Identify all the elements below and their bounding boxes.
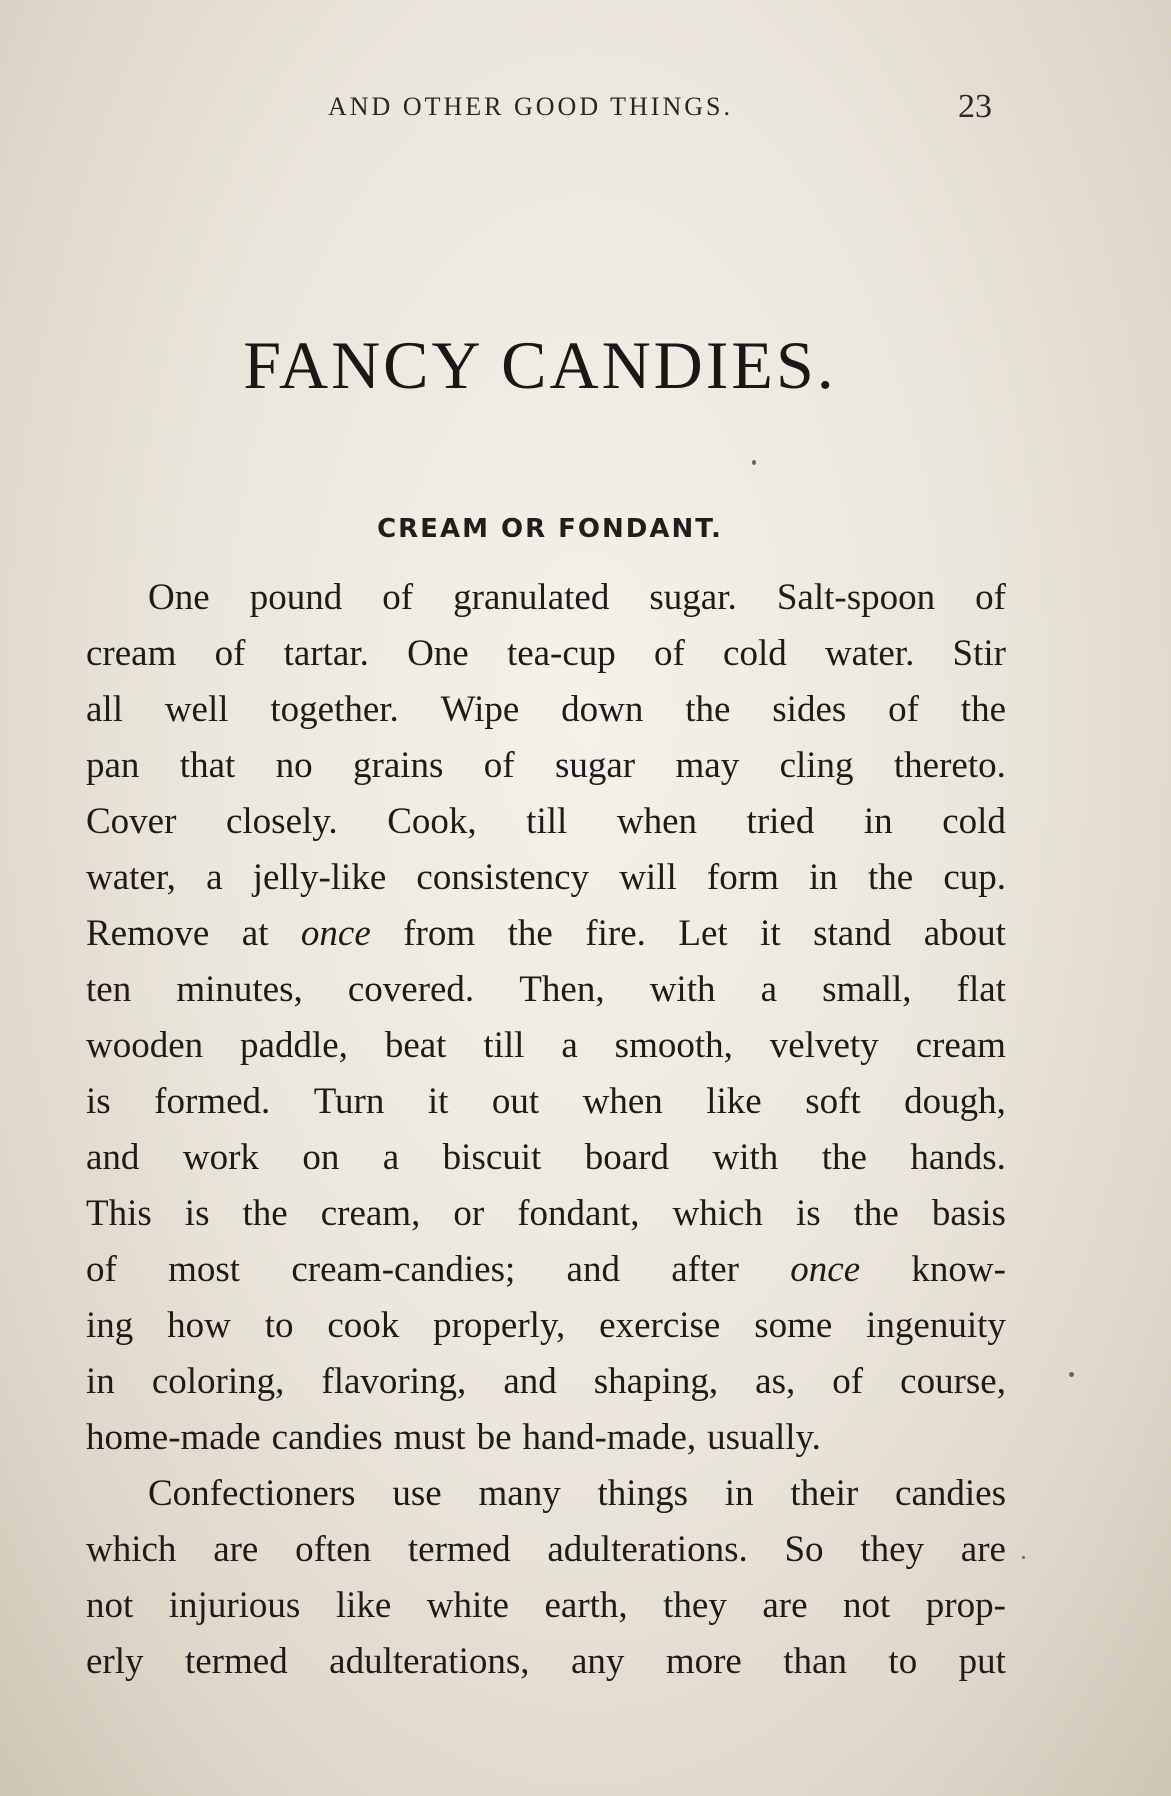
word: ten <box>86 969 132 1010</box>
word: may <box>675 745 740 786</box>
word: which <box>86 1529 177 1570</box>
word: injurious <box>168 1585 301 1626</box>
word: Remove <box>86 913 210 954</box>
word: and <box>86 1137 140 1178</box>
word: out <box>491 1081 540 1122</box>
word: is <box>86 1081 111 1122</box>
word: of <box>975 577 1006 618</box>
word: of <box>86 1249 117 1290</box>
word: many <box>478 1473 561 1514</box>
word: more <box>665 1641 742 1682</box>
word: water, <box>86 857 176 898</box>
word: wooden <box>86 1025 204 1066</box>
word: cream-candies; <box>291 1249 516 1290</box>
running-head <box>0 88 1171 128</box>
word: about <box>923 913 1006 954</box>
word: hand-made, <box>522 1417 697 1458</box>
word: pan <box>86 745 140 786</box>
word: the <box>242 1193 288 1234</box>
word: Cook, <box>387 801 477 842</box>
word: in <box>863 801 893 842</box>
body-text <box>86 570 1006 1690</box>
text-line <box>86 570 1006 626</box>
word: hands. <box>910 1137 1006 1178</box>
word: adulterations, <box>329 1641 530 1682</box>
word: candies <box>895 1473 1006 1514</box>
word: water. <box>824 633 915 674</box>
word: the <box>960 689 1006 730</box>
word: not <box>86 1585 134 1626</box>
word: and <box>503 1361 557 1402</box>
text-line <box>86 1074 1006 1130</box>
word: often <box>295 1529 372 1570</box>
word: cup. <box>943 857 1006 898</box>
chapter-title: FANCY CANDIES. <box>243 327 837 403</box>
word: thereto. <box>893 745 1006 786</box>
word: in <box>86 1361 115 1402</box>
word: velvety <box>769 1025 879 1066</box>
word: be <box>476 1417 512 1458</box>
word: cling <box>779 745 854 786</box>
word: of <box>382 577 414 618</box>
word: with <box>649 969 716 1010</box>
word: termed <box>184 1641 288 1682</box>
text-line <box>86 738 1006 794</box>
word: shaping, <box>593 1361 719 1402</box>
word: smooth, <box>614 1025 733 1066</box>
word: flat <box>956 969 1006 1010</box>
word: One <box>407 633 469 674</box>
word: the <box>507 913 553 954</box>
word: of <box>483 745 515 786</box>
word: to <box>264 1305 294 1346</box>
word: a <box>382 1137 400 1178</box>
word: it <box>760 913 781 954</box>
word: prop- <box>925 1585 1006 1626</box>
word: they <box>663 1585 727 1626</box>
word: dough, <box>904 1081 1006 1122</box>
word: is <box>795 1193 821 1234</box>
word: ing <box>86 1305 134 1346</box>
word: biscuit <box>442 1137 542 1178</box>
word: the <box>853 1193 899 1234</box>
word: cream, <box>320 1193 421 1234</box>
word: from <box>403 913 476 954</box>
word: with <box>712 1137 779 1178</box>
word: when <box>582 1081 663 1122</box>
word: till <box>526 801 568 842</box>
word: formed. <box>154 1081 271 1122</box>
word: covered. <box>347 969 475 1010</box>
word: at <box>241 913 269 954</box>
print-speck <box>1069 1372 1074 1377</box>
word: tried <box>746 801 815 842</box>
word: earth, <box>544 1585 628 1626</box>
word: usually. <box>707 1417 821 1458</box>
word: know- <box>911 1249 1006 1290</box>
word: most <box>168 1249 241 1290</box>
word: minutes, <box>176 969 303 1010</box>
text-line <box>86 850 1006 906</box>
word: cook <box>327 1305 400 1346</box>
word: soft <box>805 1081 861 1122</box>
word: how <box>167 1305 231 1346</box>
word: exercise <box>599 1305 721 1346</box>
word: together. <box>270 689 399 730</box>
word: sides <box>772 689 847 730</box>
word: Then, <box>519 969 605 1010</box>
text-line <box>86 1018 1006 1074</box>
word: cold <box>723 633 787 674</box>
word: a <box>206 857 223 898</box>
word: are <box>213 1529 259 1570</box>
word: that <box>179 745 236 786</box>
word: Confectioners <box>148 1473 356 1514</box>
word: stand <box>813 913 892 954</box>
word: on <box>302 1137 340 1178</box>
word: course, <box>900 1361 1006 1402</box>
word: beat <box>384 1025 447 1066</box>
word: adulterations. <box>547 1529 748 1570</box>
word: some <box>754 1305 833 1346</box>
word: in <box>809 857 838 898</box>
word: it <box>427 1081 449 1122</box>
text-line <box>86 1298 1006 1354</box>
text-line <box>86 1466 1006 1522</box>
page-number: 23 <box>958 88 992 125</box>
text-line <box>86 626 1006 682</box>
text-line <box>86 1578 1006 1634</box>
word: coloring, <box>151 1361 285 1402</box>
text-line <box>86 1130 1006 1186</box>
word: things <box>597 1473 688 1514</box>
word: closely. <box>225 801 338 842</box>
word: which <box>672 1193 763 1234</box>
word: than <box>783 1641 847 1682</box>
text-line <box>86 682 1006 738</box>
word: consistency <box>416 857 590 898</box>
word: of <box>654 633 685 674</box>
word: cream <box>86 633 177 674</box>
word: or <box>453 1193 485 1234</box>
word: are <box>960 1529 1006 1570</box>
word: the <box>685 689 731 730</box>
word: they <box>860 1529 925 1570</box>
print-speck <box>752 460 756 465</box>
word: paddle, <box>240 1025 348 1066</box>
text-line <box>86 1354 1006 1410</box>
word: ingenuity <box>866 1305 1006 1346</box>
word: all <box>86 689 123 730</box>
text-line <box>86 1242 1006 1298</box>
running-head-title: AND OTHER GOOD THINGS. <box>328 92 733 121</box>
word: the <box>821 1137 867 1178</box>
word: to <box>888 1641 918 1682</box>
word: pound <box>249 577 343 618</box>
word: when <box>616 801 697 842</box>
word: One <box>148 577 210 618</box>
word: like <box>706 1081 762 1122</box>
word: of <box>832 1361 864 1402</box>
word: down <box>561 689 644 730</box>
print-speck <box>1022 1556 1025 1559</box>
word: small, <box>822 969 912 1010</box>
word: will <box>619 857 677 898</box>
word: fondant, <box>517 1193 640 1234</box>
word: cream <box>915 1025 1006 1066</box>
text-line <box>86 1522 1006 1578</box>
text-line <box>86 962 1006 1018</box>
word: termed <box>407 1529 511 1570</box>
word: granulated <box>453 577 610 618</box>
word: must <box>393 1417 466 1458</box>
word: of <box>214 633 246 674</box>
word: basis <box>931 1193 1006 1234</box>
word: work <box>182 1137 259 1178</box>
word: not <box>843 1585 891 1626</box>
word: of <box>888 689 919 730</box>
word: tartar. <box>283 633 369 674</box>
word: as, <box>755 1361 796 1402</box>
word: flavoring, <box>321 1361 467 1402</box>
word: is <box>184 1193 210 1234</box>
word: board <box>584 1137 670 1178</box>
word: Salt-spoon <box>776 577 936 618</box>
word: use <box>392 1473 442 1514</box>
word: any <box>570 1641 625 1682</box>
word: grains <box>353 745 444 786</box>
word: erly <box>86 1641 144 1682</box>
word: white <box>426 1585 509 1626</box>
word: no <box>275 745 313 786</box>
text-line <box>86 1410 1006 1466</box>
word: candies <box>271 1417 383 1458</box>
word: tea-cup <box>506 633 616 674</box>
word: This <box>86 1193 152 1234</box>
text-line <box>86 1186 1006 1242</box>
word: till <box>483 1025 525 1066</box>
word: sugar. <box>649 577 737 618</box>
word: fire. <box>585 913 646 954</box>
text-line <box>86 906 1006 962</box>
word: their <box>790 1473 859 1514</box>
word: in <box>724 1473 754 1514</box>
word: the <box>867 857 914 898</box>
text-line <box>86 794 1006 850</box>
word: cold <box>942 801 1006 842</box>
word: once <box>790 1249 861 1290</box>
word: properly, <box>433 1305 566 1346</box>
word: jelly-like <box>252 857 387 898</box>
word: Let <box>678 913 728 954</box>
word: after <box>671 1249 739 1290</box>
word: a <box>760 969 778 1010</box>
word: a <box>561 1025 578 1066</box>
word: like <box>335 1585 392 1626</box>
section-heading: CREAM OR FONDANT. <box>377 514 723 544</box>
word: sugar <box>554 745 636 786</box>
word: form <box>706 857 779 898</box>
word: put <box>958 1641 1006 1682</box>
word: are <box>762 1585 808 1626</box>
word: Stir <box>952 633 1006 674</box>
word: home-made <box>86 1417 261 1458</box>
word: Turn <box>313 1081 385 1122</box>
word: Cover <box>86 801 177 842</box>
word: So <box>784 1529 824 1570</box>
word: well <box>164 689 229 730</box>
word: once <box>300 913 371 954</box>
text-line <box>86 1634 1006 1690</box>
word: Wipe <box>440 689 520 730</box>
word: and <box>566 1249 620 1290</box>
